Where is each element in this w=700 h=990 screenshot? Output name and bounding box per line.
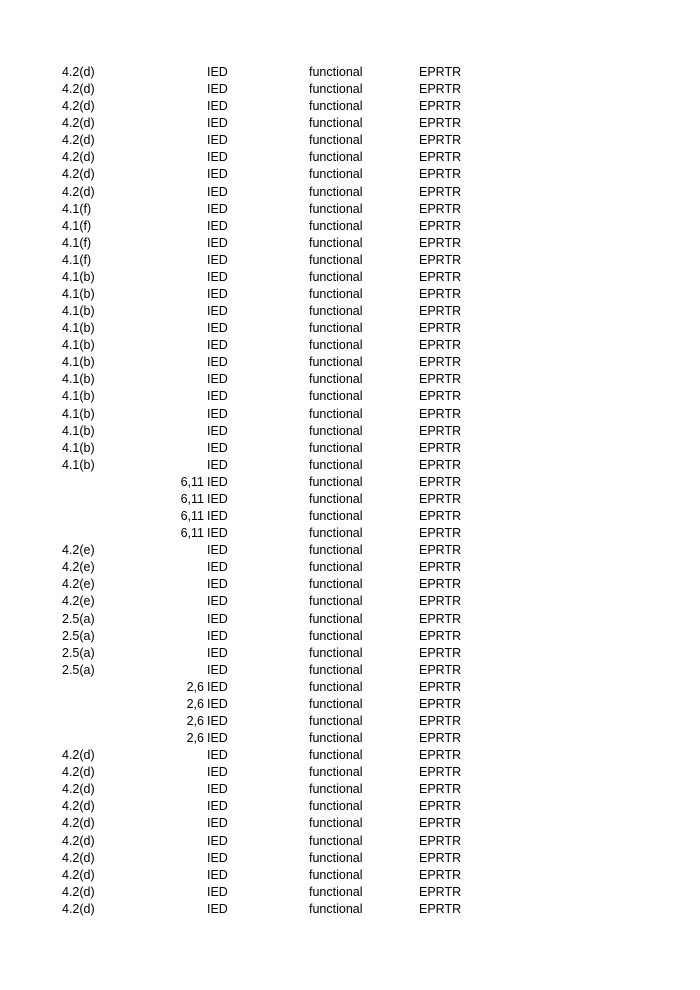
table-row	[0, 388, 700, 405]
category-cell: functional	[309, 133, 363, 148]
table-row	[0, 781, 700, 798]
directive-type-cell: IED	[207, 765, 228, 780]
category-cell: functional	[309, 850, 363, 865]
directive-type-cell: IED	[207, 850, 228, 865]
directive-type-cell: IED	[207, 201, 228, 216]
article-code-cell: 4.1(b)	[62, 423, 95, 438]
number-cell: 6,11	[180, 474, 204, 489]
article-code-cell: 4.2(d)	[62, 65, 95, 79]
register-cell: EPRTR	[419, 884, 462, 899]
register-cell: EPRTR	[419, 372, 462, 387]
article-code-cell: 4.2(d)	[62, 150, 95, 165]
category-cell: functional	[309, 423, 363, 438]
directive-type-cell: IED	[207, 816, 228, 831]
category-cell: functional	[309, 662, 363, 677]
category-cell: functional	[309, 628, 363, 643]
directive-type-cell: IED	[207, 82, 228, 97]
register-cell: EPRTR	[419, 355, 462, 370]
table-row	[0, 269, 700, 286]
register-cell: EPRTR	[419, 594, 462, 609]
directive-type-cell: IED	[207, 577, 228, 592]
article-code-cell: 4.1(b)	[62, 406, 95, 421]
register-cell: EPRTR	[419, 150, 462, 165]
table-row	[0, 713, 700, 730]
article-code-cell: 4.1(b)	[62, 338, 95, 353]
category-cell: functional	[309, 304, 363, 319]
table-row	[0, 440, 700, 457]
table-row	[0, 115, 700, 132]
article-code-cell: 4.2(d)	[62, 816, 95, 831]
table-row	[0, 474, 700, 491]
directive-type-cell: IED	[207, 269, 228, 284]
directive-type-cell: IED	[207, 543, 228, 558]
category-cell: functional	[309, 782, 363, 797]
directive-type-cell: IED	[207, 150, 228, 165]
category-cell: functional	[309, 82, 363, 97]
category-cell: functional	[309, 679, 363, 694]
article-code-cell: 2.5(a)	[62, 628, 95, 643]
table-row	[0, 235, 700, 252]
register-cell: EPRTR	[419, 252, 462, 267]
table-row	[0, 201, 700, 218]
article-code-cell: 4.2(d)	[62, 116, 95, 131]
table-row	[0, 371, 700, 388]
directive-type-cell: IED	[207, 509, 228, 524]
article-code-cell: 4.2(d)	[62, 133, 95, 148]
directive-type-cell: IED	[207, 457, 228, 472]
table-row	[0, 884, 700, 901]
register-cell: EPRTR	[419, 731, 462, 746]
directive-type-cell: IED	[207, 867, 228, 882]
register-cell: EPRTR	[419, 201, 462, 216]
article-code-cell: 4.2(e)	[62, 560, 95, 575]
category-cell: functional	[309, 65, 363, 79]
register-cell: EPRTR	[419, 338, 462, 353]
article-code-cell: 4.1(b)	[62, 440, 95, 455]
table-row	[0, 64, 700, 81]
register-cell: EPRTR	[419, 782, 462, 797]
category-cell: functional	[309, 252, 363, 267]
category-cell: functional	[309, 355, 363, 370]
category-cell: functional	[309, 884, 363, 899]
article-code-cell: 4.2(d)	[62, 850, 95, 865]
category-cell: functional	[309, 99, 363, 114]
category-cell: functional	[309, 765, 363, 780]
category-cell: functional	[309, 645, 363, 660]
register-cell: EPRTR	[419, 423, 462, 438]
article-code-cell: 4.2(d)	[62, 765, 95, 780]
article-code-cell: 4.1(b)	[62, 321, 95, 336]
register-cell: EPRTR	[419, 133, 462, 148]
number-cell: 2,6	[186, 713, 204, 728]
table-row	[0, 645, 700, 662]
table-row	[0, 457, 700, 474]
directive-type-cell: IED	[207, 184, 228, 199]
register-cell: EPRTR	[419, 82, 462, 97]
register-cell: EPRTR	[419, 799, 462, 814]
category-cell: functional	[309, 491, 363, 506]
register-cell: EPRTR	[419, 321, 462, 336]
directive-type-cell: IED	[207, 833, 228, 848]
number-cell: 6,11	[180, 509, 204, 524]
category-cell: functional	[309, 509, 363, 524]
article-code-cell: 4.2(d)	[62, 184, 95, 199]
directive-type-cell: IED	[207, 884, 228, 899]
category-cell: functional	[309, 457, 363, 472]
table-row	[0, 611, 700, 628]
table-row	[0, 525, 700, 542]
category-cell: functional	[309, 321, 363, 336]
register-cell: EPRTR	[419, 662, 462, 677]
register-cell: EPRTR	[419, 474, 462, 489]
register-cell: EPRTR	[419, 167, 462, 182]
category-cell: functional	[309, 269, 363, 284]
directive-type-cell: IED	[207, 731, 228, 746]
directive-type-cell: IED	[207, 338, 228, 353]
category-cell: functional	[309, 696, 363, 711]
directive-type-cell: IED	[207, 782, 228, 797]
directive-type-cell: IED	[207, 645, 228, 660]
directive-type-cell: IED	[207, 133, 228, 148]
register-cell: EPRTR	[419, 491, 462, 506]
article-code-cell: 4.1(f)	[62, 218, 92, 233]
register-cell: EPRTR	[419, 713, 462, 728]
category-cell: functional	[309, 406, 363, 421]
article-code-cell: 4.1(f)	[62, 252, 92, 267]
table-row	[0, 696, 700, 713]
category-cell: functional	[309, 287, 363, 302]
directive-type-cell: IED	[207, 560, 228, 575]
register-cell: EPRTR	[419, 628, 462, 643]
register-cell: EPRTR	[419, 287, 462, 302]
directive-type-cell: IED	[207, 611, 228, 626]
directive-type-cell: IED	[207, 116, 228, 131]
article-code-cell: 4.2(e)	[62, 594, 95, 609]
register-cell: EPRTR	[419, 184, 462, 199]
table-row	[0, 184, 700, 201]
directive-type-cell: IED	[207, 526, 228, 541]
category-cell: functional	[309, 167, 363, 182]
article-code-cell: 4.1(b)	[62, 287, 95, 302]
table-row	[0, 747, 700, 764]
register-cell: EPRTR	[419, 389, 462, 404]
article-code-cell: 2.5(a)	[62, 662, 95, 677]
register-cell: EPRTR	[419, 560, 462, 575]
register-cell: EPRTR	[419, 765, 462, 780]
article-code-cell: 4.1(f)	[62, 235, 92, 250]
directive-type-cell: IED	[207, 321, 228, 336]
category-cell: functional	[309, 218, 363, 233]
register-cell: EPRTR	[419, 65, 462, 79]
directive-type-cell: IED	[207, 491, 228, 506]
directive-type-cell: IED	[207, 99, 228, 114]
number-cell: 2,6	[186, 696, 204, 711]
table-row	[0, 354, 700, 371]
table-row	[0, 798, 700, 815]
register-cell: EPRTR	[419, 850, 462, 865]
article-code-cell: 4.2(e)	[62, 543, 95, 558]
article-code-cell: 4.2(d)	[62, 867, 95, 882]
article-code-cell: 4.2(d)	[62, 799, 95, 814]
category-cell: functional	[309, 235, 363, 250]
table-row	[0, 901, 700, 918]
table-row	[0, 867, 700, 884]
directive-type-cell: IED	[207, 372, 228, 387]
category-cell: functional	[309, 713, 363, 728]
number-cell: 6,11	[180, 491, 204, 506]
directive-type-cell: IED	[207, 423, 228, 438]
directive-type-cell: IED	[207, 167, 228, 182]
table-row	[0, 679, 700, 696]
table-row	[0, 815, 700, 832]
category-cell: functional	[309, 150, 363, 165]
directive-type-cell: IED	[207, 440, 228, 455]
directive-type-cell: IED	[207, 287, 228, 302]
table-row	[0, 850, 700, 867]
register-cell: EPRTR	[419, 611, 462, 626]
directive-type-cell: IED	[207, 65, 228, 79]
register-cell: EPRTR	[419, 235, 462, 250]
directive-type-cell: IED	[207, 218, 228, 233]
table-row	[0, 166, 700, 183]
directive-type-cell: IED	[207, 799, 228, 814]
number-cell: 2,6	[186, 679, 204, 694]
register-cell: EPRTR	[419, 867, 462, 882]
register-cell: EPRTR	[419, 269, 462, 284]
category-cell: functional	[309, 338, 363, 353]
directive-type-cell: IED	[207, 628, 228, 643]
table-row	[0, 833, 700, 850]
table-row	[0, 132, 700, 149]
directive-type-cell: IED	[207, 304, 228, 319]
directive-type-cell: IED	[207, 679, 228, 694]
register-cell: EPRTR	[419, 645, 462, 660]
article-code-cell: 4.1(b)	[62, 355, 95, 370]
directive-type-cell: IED	[207, 389, 228, 404]
table-row	[0, 149, 700, 166]
article-code-cell: 4.2(d)	[62, 99, 95, 114]
register-cell: EPRTR	[419, 816, 462, 831]
category-cell: functional	[309, 901, 363, 916]
category-cell: functional	[309, 184, 363, 199]
table-row	[0, 542, 700, 559]
article-code-cell: 2.5(a)	[62, 611, 95, 626]
table-row	[0, 662, 700, 679]
register-cell: EPRTR	[419, 748, 462, 763]
register-cell: EPRTR	[419, 440, 462, 455]
table-row	[0, 320, 700, 337]
directive-type-cell: IED	[207, 406, 228, 421]
directive-type-cell: IED	[207, 355, 228, 370]
article-code-cell: 4.1(b)	[62, 372, 95, 387]
register-cell: EPRTR	[419, 577, 462, 592]
article-code-cell: 2.5(a)	[62, 645, 95, 660]
article-code-cell: 4.2(d)	[62, 167, 95, 182]
category-cell: functional	[309, 543, 363, 558]
register-cell: EPRTR	[419, 509, 462, 524]
category-cell: functional	[309, 611, 363, 626]
article-code-cell: 4.2(d)	[62, 748, 95, 763]
article-code-cell: 4.1(b)	[62, 304, 95, 319]
table-row	[0, 764, 700, 781]
number-cell: 6,11	[180, 526, 204, 541]
category-cell: functional	[309, 748, 363, 763]
category-cell: functional	[309, 867, 363, 882]
category-cell: functional	[309, 372, 363, 387]
register-cell: EPRTR	[419, 679, 462, 694]
article-code-cell: 4.2(e)	[62, 577, 95, 592]
register-cell: EPRTR	[419, 833, 462, 848]
table-row	[0, 491, 700, 508]
table-row	[0, 218, 700, 235]
directive-type-cell: IED	[207, 713, 228, 728]
register-cell: EPRTR	[419, 526, 462, 541]
number-cell: 2,6	[186, 731, 204, 746]
article-code-cell: 4.1(b)	[62, 457, 95, 472]
table-row	[0, 303, 700, 320]
directive-type-cell: IED	[207, 696, 228, 711]
directive-type-cell: IED	[207, 748, 228, 763]
directive-type-cell: IED	[207, 474, 228, 489]
table-row	[0, 423, 700, 440]
article-code-cell: 4.2(d)	[62, 82, 95, 97]
category-cell: functional	[309, 474, 363, 489]
table-row	[0, 628, 700, 645]
table-row	[0, 337, 700, 354]
category-cell: functional	[309, 389, 363, 404]
register-cell: EPRTR	[419, 116, 462, 131]
table-row	[0, 81, 700, 98]
category-cell: functional	[309, 816, 363, 831]
article-code-cell: 4.2(d)	[62, 833, 95, 848]
register-cell: EPRTR	[419, 218, 462, 233]
category-cell: functional	[309, 116, 363, 131]
category-cell: functional	[309, 526, 363, 541]
article-code-cell: 4.1(b)	[62, 389, 95, 404]
table-row	[0, 730, 700, 747]
register-cell: EPRTR	[419, 457, 462, 472]
table-row	[0, 593, 700, 610]
article-code-cell: 4.2(d)	[62, 901, 95, 916]
register-cell: EPRTR	[419, 543, 462, 558]
directive-type-cell: IED	[207, 901, 228, 916]
category-cell: functional	[309, 440, 363, 455]
article-code-cell: 4.2(d)	[62, 884, 95, 899]
table-row	[0, 406, 700, 423]
article-code-cell: 4.1(f)	[62, 201, 92, 216]
category-cell: functional	[309, 577, 363, 592]
register-cell: EPRTR	[419, 901, 462, 916]
register-cell: EPRTR	[419, 304, 462, 319]
directive-type-cell: IED	[207, 235, 228, 250]
register-cell: EPRTR	[419, 406, 462, 421]
data-table	[0, 64, 700, 918]
directive-type-cell: IED	[207, 252, 228, 267]
category-cell: functional	[309, 731, 363, 746]
directive-type-cell: IED	[207, 662, 228, 677]
table-row	[0, 576, 700, 593]
category-cell: functional	[309, 560, 363, 575]
table-row	[0, 252, 700, 269]
register-cell: EPRTR	[419, 696, 462, 711]
article-code-cell: 4.2(d)	[62, 782, 95, 797]
register-cell: EPRTR	[419, 99, 462, 114]
category-cell: functional	[309, 833, 363, 848]
directive-type-cell: IED	[207, 594, 228, 609]
table-row	[0, 508, 700, 525]
category-cell: functional	[309, 799, 363, 814]
table-row	[0, 559, 700, 576]
category-cell: functional	[309, 594, 363, 609]
article-code-cell: 4.1(b)	[62, 269, 95, 284]
table-row	[0, 286, 700, 303]
table-row	[0, 98, 700, 115]
category-cell: functional	[309, 201, 363, 216]
